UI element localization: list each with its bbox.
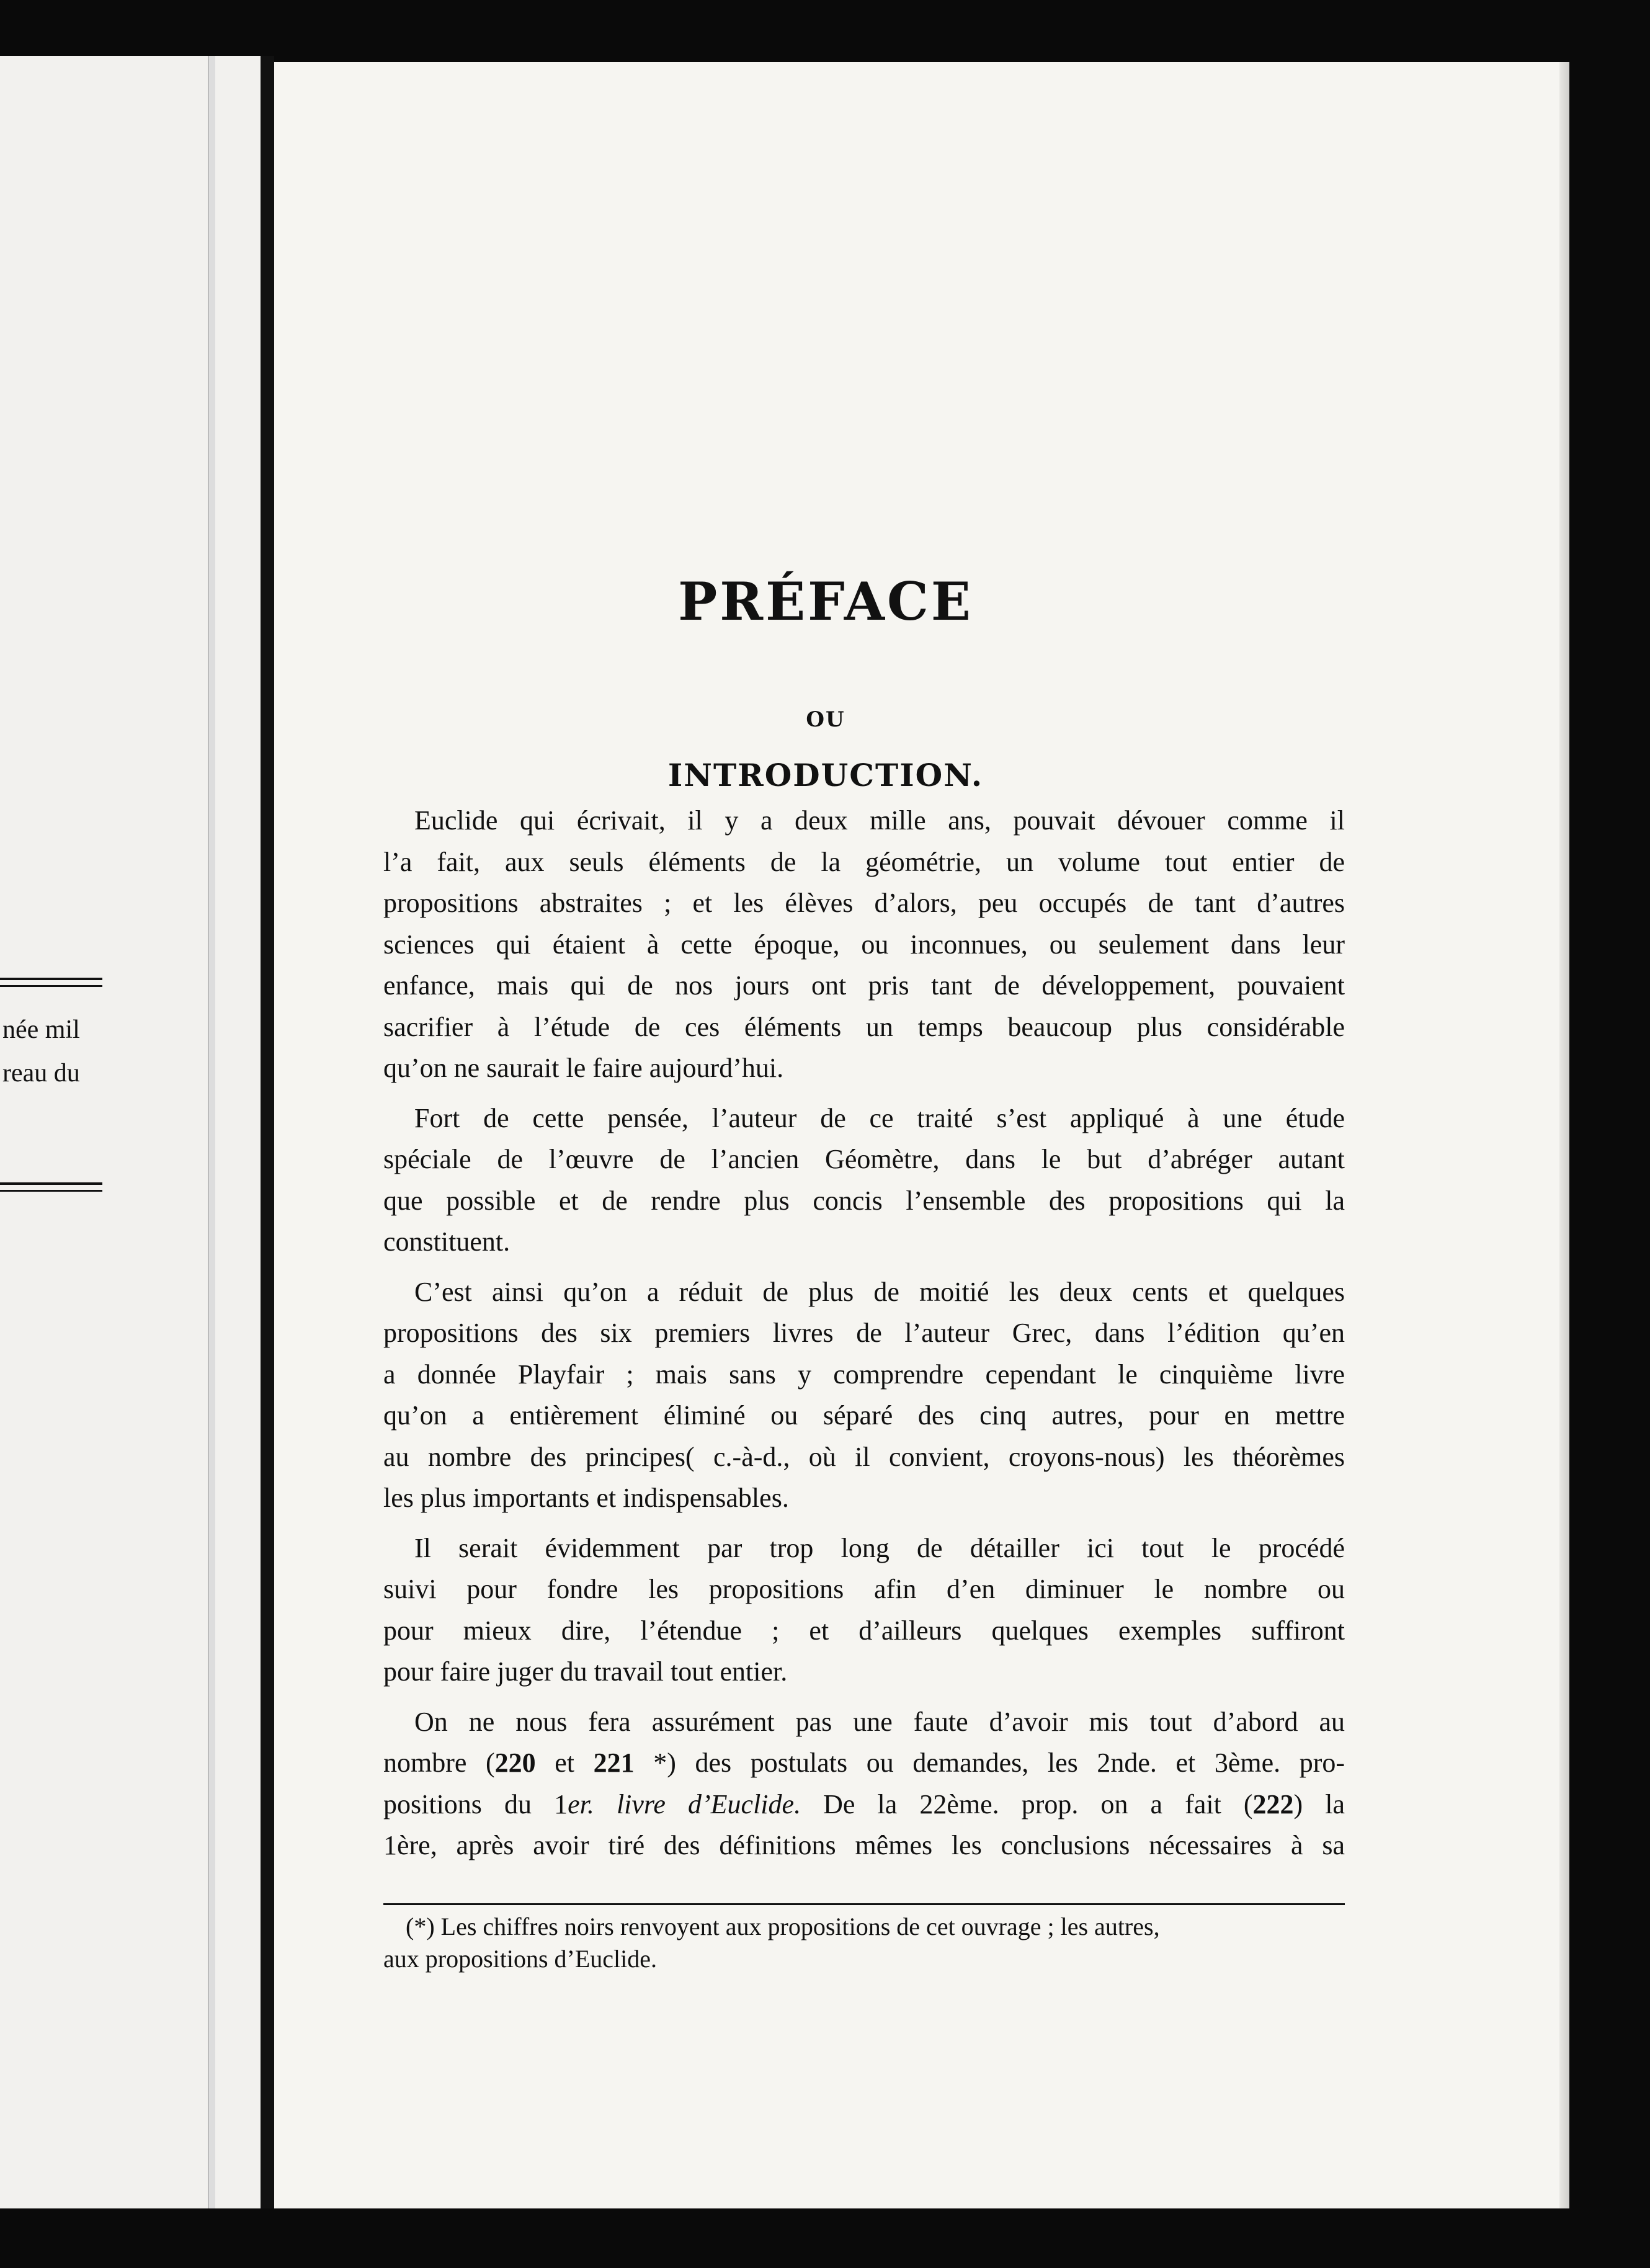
text-line [383, 1743, 1345, 1784]
text-line: qu’on a entièrement éliminé ou séparé des cinq autres, pour en mettre [383, 1400, 1345, 1431]
text-line: sciences qui étaient à cette époque, ou inconnues, ou seulement dans leur [383, 929, 1345, 960]
text-line: suivi pour fondre les propositions afin d’en diminuer le nombre ou [383, 1574, 1345, 1604]
paragraph-5 [383, 1702, 1345, 1867]
title-ou: OU [806, 707, 845, 732]
text-line: au nombre des principes( c.-à-d., où il convient, croyons-nous) les théorèmes [383, 1441, 1345, 1472]
text-fragment: De la 22ème. prop. on a fait ( [801, 1788, 1253, 1819]
italic-fragment: er. livre d’Euclide. [568, 1788, 801, 1819]
proposition-number: 222 [1252, 1788, 1294, 1819]
text-line: pour faire juger du travail tout entier. [383, 1656, 788, 1687]
footnote-rule [383, 1903, 1345, 1905]
text-line: constituent. [383, 1226, 511, 1257]
footnote-line-1: (*) Les chiffres noirs renvoyent aux propositions de cet ouvrage ; les autres, [406, 1913, 1160, 1940]
text-line: que possible et de rendre plus concis l’ensemble des propositions qui la [383, 1185, 1345, 1216]
left-rule-top [0, 978, 102, 987]
left-page-edge [0, 56, 264, 2208]
text-line: propositions abstraites ; et les élèves d’alors, peu occupés de tant d’autres [383, 888, 1345, 918]
text-line: qu’on ne saurait le faire aujourd’hui. [383, 1053, 784, 1083]
text-line: Euclide qui écrivait, il y a deux mille ans, pouvait dévouer comme il [414, 805, 1345, 836]
text-line: Fort de cette pensée, l’auteur de ce traité s’est appliqué à une étude [414, 1102, 1345, 1133]
text-line: spéciale de l’œuvre de l’ancien Géomètre, dans le but d’abréger autant [383, 1144, 1345, 1174]
text-line: pour mieux dire, l’étendue ; et d’ailleurs quelques exemples suffiront [383, 1615, 1345, 1646]
paragraph-1 [383, 800, 1345, 1089]
text-line: l’a fait, aux seuls éléments de la géométrie, un volume tout entier de [383, 846, 1345, 877]
text-line: C’est ainsi qu’on a réduit de plus de moitié les deux cents et quelques [414, 1276, 1345, 1307]
text-fragment: nombre ( [383, 1748, 495, 1778]
text-fragment: ) la [1293, 1788, 1345, 1819]
proposition-number: 220 [494, 1748, 536, 1778]
text-line: On ne nous fera assurément pas une faute d’avoir mis tout d’abord au [414, 1706, 1345, 1737]
preface-body [383, 800, 1345, 1875]
text-line: sacrifier à l’étude de ces éléments un temps beaucoup plus considérable [383, 1011, 1345, 1042]
text-line: enfance, mais qui de nos jours ont pris tant de développement, pouvaient [383, 970, 1345, 1001]
paragraph-4 [383, 1528, 1345, 1693]
left-page-line-2: reau du [2, 1059, 80, 1087]
title-preface: PRÉFACE [678, 571, 973, 632]
text-line: les plus importants et indispensables. [383, 1483, 789, 1513]
page-fold [208, 56, 215, 2208]
paragraph-3 [383, 1272, 1345, 1519]
left-rule-bottom [0, 1182, 102, 1192]
text-line [383, 1784, 1345, 1826]
text-fragment: positions du 1 [383, 1788, 568, 1819]
text-fragment: *) des postulats ou demandes, les 2nde. et 3ème. pro- [634, 1748, 1345, 1778]
text-line: 1ère, après avoir tiré des définitions mêmes les conclusions nécessaires à sa [383, 1830, 1345, 1860]
text-line: Il serait évidemment par trop long de détailler ici tout le procédé [414, 1532, 1345, 1563]
text-line: a donnée Playfair ; mais sans y comprendre cependant le cinquième livre [383, 1359, 1345, 1390]
book-gutter [261, 56, 274, 2208]
left-page-line-1: née mil [2, 1016, 80, 1044]
footnote [383, 1911, 1345, 1975]
paragraph-2 [383, 1098, 1345, 1263]
text-fragment: et [535, 1748, 594, 1778]
footnote-line-2: aux propositions d’Euclide. [383, 1945, 658, 1973]
page-edge-shadow [1559, 62, 1569, 2208]
text-line: propositions des six premiers livres de l’auteur Grec, dans l’édition qu’en [383, 1318, 1345, 1348]
proposition-number: 221 [593, 1748, 635, 1778]
title-introduction: INTRODUCTION. [667, 757, 984, 793]
